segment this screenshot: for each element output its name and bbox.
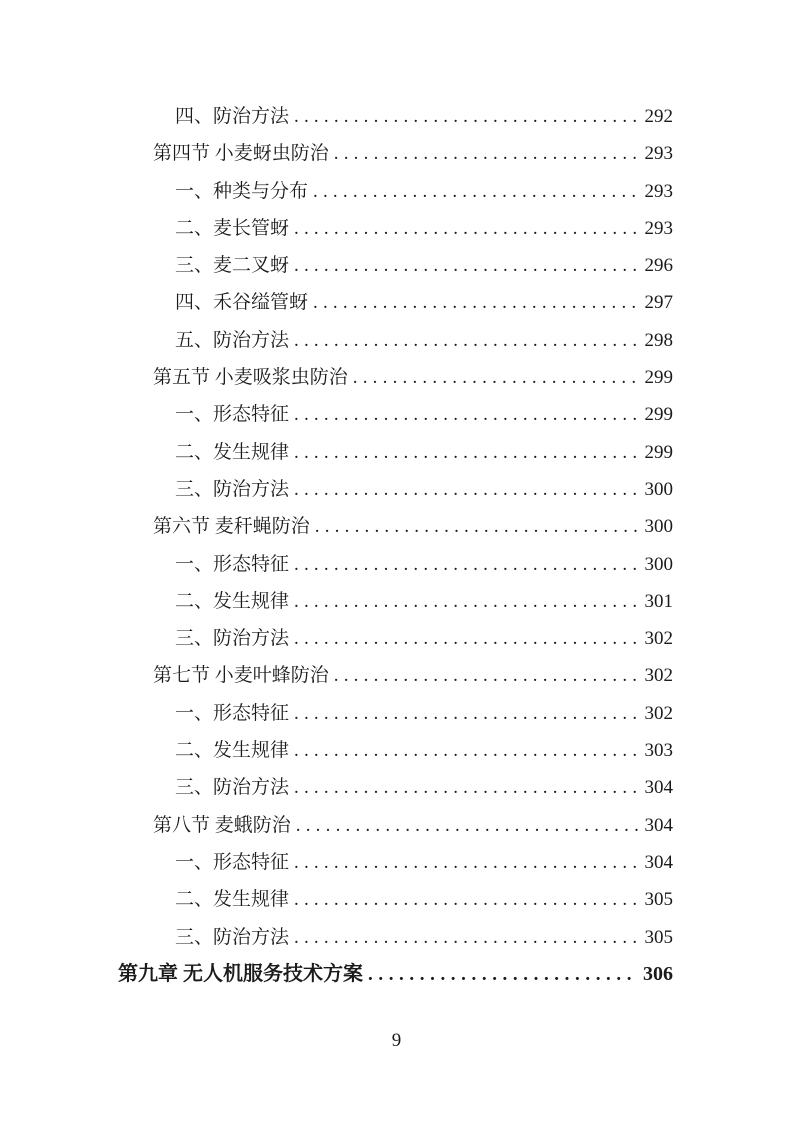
toc-entry-label: 一、形态特征 bbox=[175, 404, 290, 426]
toc-entry-page: 293 bbox=[644, 180, 673, 202]
page-number: 9 bbox=[391, 1030, 402, 1051]
toc-leader-dots bbox=[334, 657, 638, 694]
toc-leader-dots bbox=[294, 247, 637, 284]
toc-entry-label: 二、发生规律 bbox=[175, 889, 290, 911]
toc-entry-page: 292 bbox=[644, 106, 673, 127]
toc-entry-page: 300 bbox=[644, 516, 673, 538]
toc-entry-page: 299 bbox=[644, 404, 673, 426]
toc-entry[interactable] bbox=[118, 620, 673, 657]
toc-entry-page: 304 bbox=[644, 814, 673, 836]
toc-entry-label: 三、防治方法 bbox=[175, 777, 290, 799]
toc-entry[interactable] bbox=[118, 434, 673, 471]
toc-entry-label: 第七节 小麦叶蜂防治 bbox=[153, 665, 329, 687]
toc-entry[interactable] bbox=[118, 508, 673, 545]
toc-leader-dots bbox=[334, 135, 638, 172]
toc-leader-dots bbox=[294, 210, 637, 247]
toc-entry-label: 四、禾谷缢管蚜 bbox=[175, 292, 309, 314]
toc-entry[interactable] bbox=[118, 546, 673, 583]
toc-entry-page: 304 bbox=[644, 777, 673, 799]
toc-entry-label: 第六节 麦秆蝇防治 bbox=[153, 516, 310, 538]
toc-entry[interactable] bbox=[118, 284, 673, 321]
toc-entry-page: 298 bbox=[644, 329, 673, 351]
toc-leader-dots bbox=[294, 881, 637, 918]
toc-list bbox=[118, 98, 673, 993]
toc-entry-page: 300 bbox=[644, 478, 673, 500]
toc-entry-label: 二、发生规律 bbox=[175, 740, 290, 762]
toc-entry-label: 三、防治方法 bbox=[175, 926, 290, 948]
toc-entry[interactable] bbox=[118, 956, 673, 993]
toc-entry-page: 305 bbox=[644, 926, 673, 948]
toc-entry-label: 一、形态特征 bbox=[175, 553, 290, 575]
toc-entry[interactable] bbox=[118, 471, 673, 508]
toc-entry-page: 299 bbox=[644, 367, 673, 389]
toc-entry-page: 293 bbox=[644, 143, 673, 165]
toc-leader-dots bbox=[368, 956, 636, 993]
toc-leader-dots bbox=[294, 620, 637, 657]
toc-entry[interactable] bbox=[118, 322, 673, 359]
toc-entry[interactable] bbox=[118, 135, 673, 172]
toc-entry-label: 一、形态特征 bbox=[175, 851, 290, 873]
toc-entry[interactable] bbox=[118, 657, 673, 694]
toc-leader-dots bbox=[296, 807, 638, 844]
toc-leader-dots bbox=[294, 844, 637, 881]
toc-entry-label: 一、形态特征 bbox=[175, 702, 290, 724]
toc-leader-dots bbox=[315, 508, 638, 545]
toc-entry[interactable] bbox=[118, 769, 673, 806]
toc-entry[interactable] bbox=[118, 396, 673, 433]
toc-entry-page: 306 bbox=[643, 962, 673, 985]
toc-entry[interactable] bbox=[118, 732, 673, 769]
toc-leader-dots bbox=[353, 359, 638, 396]
toc-entry[interactable] bbox=[118, 173, 673, 210]
toc-leader-dots bbox=[294, 695, 637, 732]
toc-entry-page: 302 bbox=[644, 702, 673, 724]
toc-leader-dots bbox=[294, 322, 637, 359]
toc-entry-page: 305 bbox=[644, 889, 673, 911]
toc-leader-dots bbox=[294, 732, 637, 769]
toc-entry[interactable] bbox=[118, 210, 673, 247]
toc-entry-label: 四、防治方法 bbox=[175, 106, 290, 127]
toc-entry[interactable] bbox=[118, 844, 673, 881]
toc-entry-label: 二、发生规律 bbox=[175, 441, 290, 463]
toc-entry-label: 第四节 小麦蚜虫防治 bbox=[153, 143, 329, 165]
toc-entry-page: 302 bbox=[644, 665, 673, 687]
toc-leader-dots bbox=[313, 173, 637, 210]
toc-entry-label: 第五节 小麦吸浆虫防治 bbox=[153, 367, 348, 389]
toc-leader-dots bbox=[294, 769, 637, 806]
toc-entry[interactable] bbox=[118, 247, 673, 284]
toc-entry-page: 301 bbox=[644, 590, 673, 612]
toc-entry-label: 三、防治方法 bbox=[175, 478, 290, 500]
toc-entry-label: 三、防治方法 bbox=[175, 628, 290, 650]
toc-entry[interactable] bbox=[118, 583, 673, 620]
toc-leader-dots bbox=[294, 471, 637, 508]
toc-entry-page: 303 bbox=[644, 740, 673, 762]
toc-leader-dots bbox=[294, 98, 637, 135]
toc-leader-dots bbox=[294, 919, 637, 956]
toc-entry[interactable] bbox=[118, 695, 673, 732]
toc-entry[interactable] bbox=[118, 359, 673, 396]
toc-leader-dots bbox=[294, 434, 637, 471]
toc-entry-page: 300 bbox=[644, 553, 673, 575]
toc-entry-label: 三、麦二叉蚜 bbox=[175, 255, 290, 277]
toc-entry-label: 一、种类与分布 bbox=[175, 180, 309, 202]
toc-entry-page: 297 bbox=[644, 292, 673, 314]
toc-leader-dots bbox=[294, 546, 637, 583]
toc-entry-page: 302 bbox=[644, 628, 673, 650]
toc-entry[interactable] bbox=[118, 807, 673, 844]
toc-leader-dots bbox=[294, 583, 637, 620]
toc-entry-label: 二、发生规律 bbox=[175, 590, 290, 612]
toc-leader-dots bbox=[313, 284, 637, 321]
toc-entry[interactable] bbox=[118, 98, 673, 135]
toc-leader-dots bbox=[294, 396, 637, 433]
toc-entry-page: 293 bbox=[644, 217, 673, 239]
toc-entry-label: 第九章 无人机服务技术方案 bbox=[118, 962, 363, 985]
toc-entry-label: 五、防治方法 bbox=[175, 329, 290, 351]
toc-entry[interactable] bbox=[118, 919, 673, 956]
toc-entry-page: 299 bbox=[644, 441, 673, 463]
toc-entry-label: 二、麦长管蚜 bbox=[175, 217, 290, 239]
toc-entry[interactable] bbox=[118, 881, 673, 918]
toc-entry-page: 296 bbox=[644, 255, 673, 277]
toc-entry-page: 304 bbox=[644, 851, 673, 873]
toc-entry-label: 第八节 麦蛾防治 bbox=[153, 814, 291, 836]
